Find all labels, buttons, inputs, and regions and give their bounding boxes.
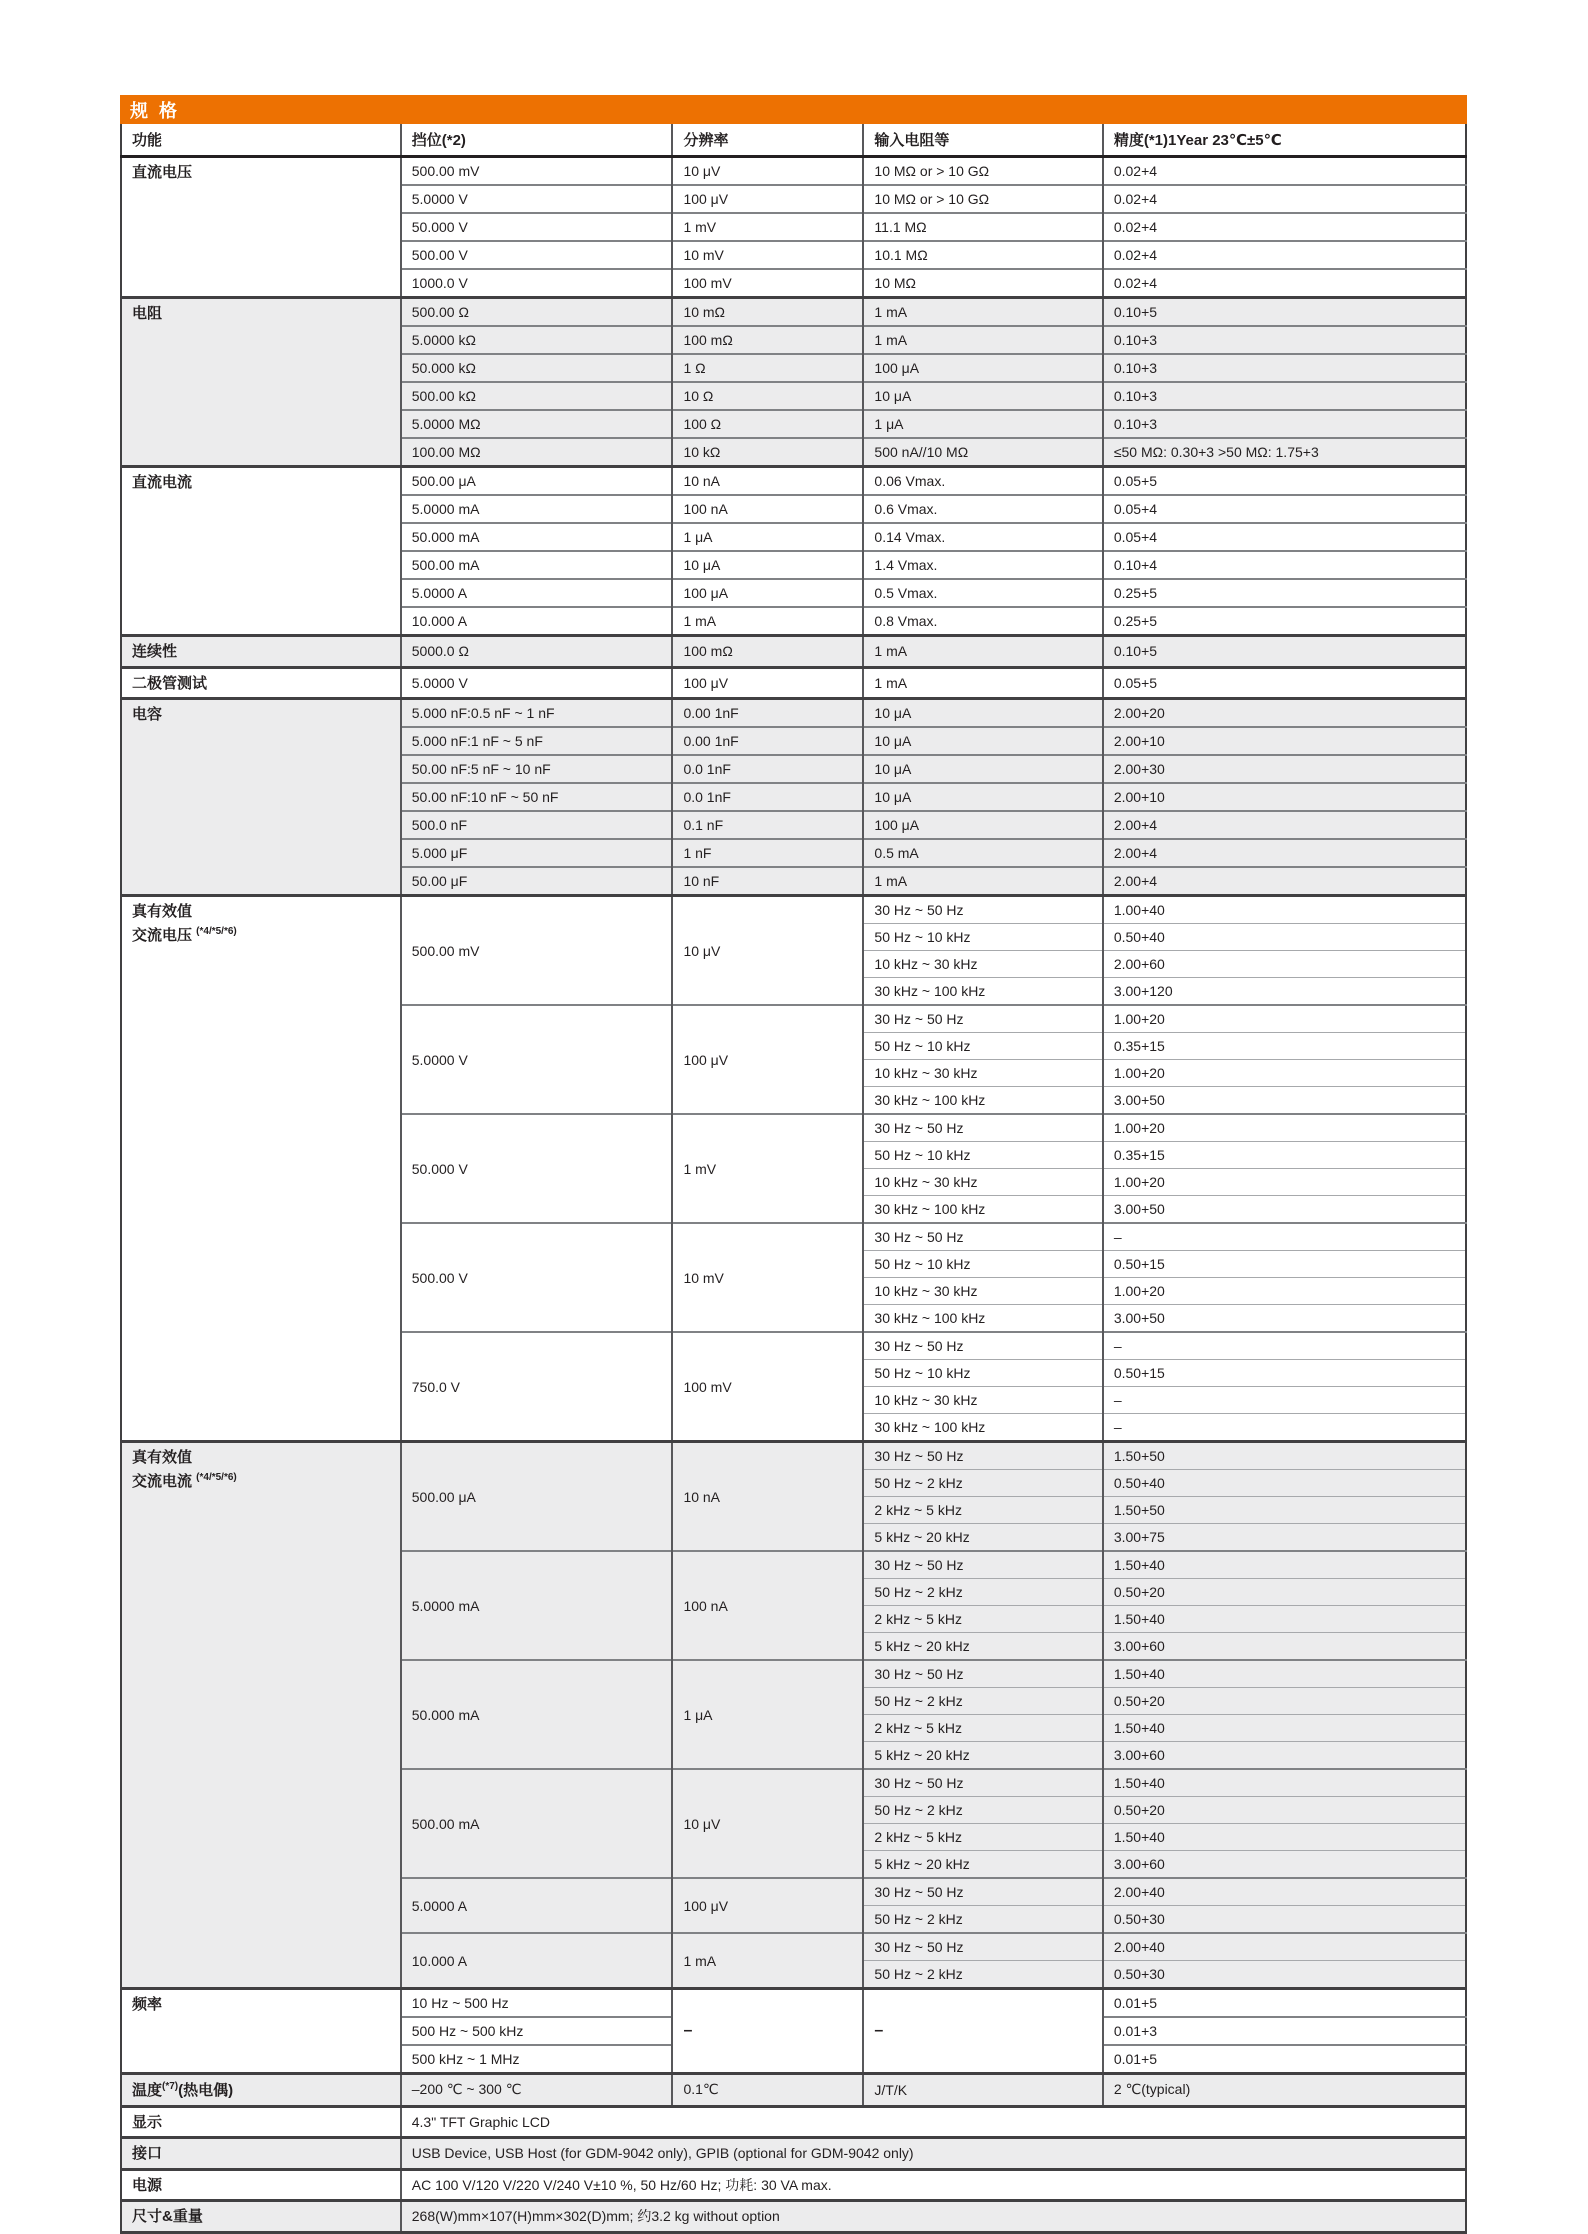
resolution-cell: 100 mΩ: [672, 636, 863, 668]
range-cell: 5.0000 A: [401, 579, 673, 607]
resolution-cell: 100 mΩ: [672, 326, 863, 354]
frequency-band-cell: 5 kHz ~ 20 kHz: [863, 1742, 1102, 1770]
resolution-cell: 10 nA: [672, 467, 863, 496]
input-cell: 0.6 Vmax.: [863, 495, 1102, 523]
frequency-band-cell: 50 Hz ~ 2 kHz: [863, 1797, 1102, 1824]
accuracy-cell: 0.05+4: [1103, 523, 1466, 551]
input-cell: 500 nA//10 MΩ: [863, 438, 1102, 467]
table-row: [121, 1442, 1466, 1470]
accuracy-cell: 0.10+3: [1103, 326, 1466, 354]
range-cell: 5.000 nF:0.5 nF ~ 1 nF: [401, 699, 673, 728]
accuracy-cell: 0.10+5: [1103, 298, 1466, 327]
accuracy-cell: 3.00+75: [1103, 1524, 1466, 1552]
input-cell: J/T/K: [863, 2074, 1102, 2107]
accuracy-cell: 0.50+40: [1103, 924, 1466, 951]
input-cell: 10 MΩ or > 10 GΩ: [863, 185, 1102, 213]
frequency-band-cell: 30 Hz ~ 50 Hz: [863, 1933, 1102, 1961]
section-name: 直流电压: [132, 164, 193, 181]
range-cell: 500.00 mV: [401, 896, 673, 1006]
section-label: [121, 667, 401, 699]
accuracy-cell: ≤50 MΩ: 0.30+3 >50 MΩ: 1.75+3: [1103, 438, 1466, 467]
range-cell: 10 Hz ~ 500 Hz: [401, 1989, 673, 2018]
spec-sheet: [120, 95, 1467, 2234]
frequency-band-cell: 50 Hz ~ 2 kHz: [863, 1961, 1102, 1989]
resolution-cell: 1 mV: [672, 1114, 863, 1223]
col-header-function: 功能: [121, 124, 401, 157]
section-name: 频率: [132, 1996, 163, 2013]
accuracy-cell: 1.50+40: [1103, 1824, 1466, 1851]
range-cell: 50.000 kΩ: [401, 354, 673, 382]
accuracy-cell: 0.25+5: [1103, 579, 1466, 607]
resolution-cell: 1 mA: [672, 1933, 863, 1989]
resolution-cell: 0.00 1nF: [672, 699, 863, 728]
input-cell: 0.5 mA: [863, 839, 1102, 867]
range-cell: 1000.0 V: [401, 269, 673, 298]
info-value-cell: 4.3" TFT Graphic LCD: [401, 2106, 1466, 2138]
accuracy-cell: 2.00+20: [1103, 699, 1466, 728]
section-name: 交流电压: [132, 926, 197, 944]
range-cell: 5.0000 MΩ: [401, 410, 673, 438]
table-row: [121, 896, 1466, 924]
range-cell: 5.0000 V: [401, 185, 673, 213]
frequency-band-cell: 5 kHz ~ 20 kHz: [863, 1524, 1102, 1552]
range-cell: 500.00 kΩ: [401, 382, 673, 410]
range-cell: 5.0000 V: [401, 1005, 673, 1114]
section-name: 电阻: [132, 305, 163, 322]
resolution-cell: 1 mA: [672, 607, 863, 636]
accuracy-cell: 1.50+40: [1103, 1606, 1466, 1633]
col-header-range: 挡位(*2): [401, 124, 673, 157]
accuracy-cell: 3.00+50: [1103, 1087, 1466, 1115]
input-cell: 10 μA: [863, 699, 1102, 728]
range-cell: 5.0000 mA: [401, 495, 673, 523]
table-row: [121, 157, 1466, 186]
section-label: [121, 2169, 401, 2201]
range-cell: 500.00 V: [401, 1223, 673, 1332]
accuracy-cell: 2.00+10: [1103, 783, 1466, 811]
accuracy-cell: 0.25+5: [1103, 607, 1466, 636]
accuracy-cell: 0.50+20: [1103, 1688, 1466, 1715]
input-cell: 10.1 MΩ: [863, 241, 1102, 269]
table-row: [121, 2169, 1466, 2201]
accuracy-cell: 1.50+50: [1103, 1497, 1466, 1524]
range-cell: 500 kHz ~ 1 MHz: [401, 2045, 673, 2074]
range-cell: 5.0000 V: [401, 667, 673, 699]
table-row: [121, 298, 1466, 327]
accuracy-cell: 1.50+40: [1103, 1551, 1466, 1579]
input-cell: 100 μA: [863, 811, 1102, 839]
resolution-cell: 100 Ω: [672, 410, 863, 438]
section-label: [121, 896, 401, 1442]
range-cell: 50.00 nF:10 nF ~ 50 nF: [401, 783, 673, 811]
resolution-cell: 10 mV: [672, 241, 863, 269]
range-cell: 5000.0 Ω: [401, 636, 673, 668]
section-name: 电容: [132, 706, 163, 723]
input-cell: 11.1 MΩ: [863, 213, 1102, 241]
input-cell: 10 μA: [863, 727, 1102, 755]
frequency-band-cell: 30 Hz ~ 50 Hz: [863, 1114, 1102, 1142]
accuracy-cell: 0.10+4: [1103, 551, 1466, 579]
accuracy-cell: 1.00+40: [1103, 896, 1466, 924]
frequency-band-cell: 30 Hz ~ 50 Hz: [863, 1551, 1102, 1579]
section-name: 二极管测试: [132, 674, 208, 692]
resolution-cell: 1 nF: [672, 839, 863, 867]
range-cell: 10.000 A: [401, 1933, 673, 1989]
accuracy-cell: 1.00+20: [1103, 1114, 1466, 1142]
accuracy-cell: 3.00+50: [1103, 1196, 1466, 1224]
frequency-band-cell: 30 Hz ~ 50 Hz: [863, 1878, 1102, 1906]
frequency-band-cell: 2 kHz ~ 5 kHz: [863, 1497, 1102, 1524]
resolution-cell: 10 nF: [672, 867, 863, 896]
accuracy-cell: 3.00+60: [1103, 1742, 1466, 1770]
input-cell: 10 MΩ: [863, 269, 1102, 298]
range-cell: 500.00 Ω: [401, 298, 673, 327]
input-cell: 0.06 Vmax.: [863, 467, 1102, 496]
frequency-band-cell: 30 kHz ~ 100 kHz: [863, 1087, 1102, 1115]
input-cell: 1 mA: [863, 636, 1102, 668]
section-name: (热电偶): [178, 2082, 234, 2099]
info-value-cell: 268(W)mm×107(H)mm×302(D)mm; 约3.2 kg without option: [401, 2201, 1466, 2233]
resolution-cell: 10 μA: [672, 551, 863, 579]
range-cell: 50.000 mA: [401, 1660, 673, 1769]
accuracy-cell: 0.02+4: [1103, 213, 1466, 241]
resolution-cell: 100 μV: [672, 1005, 863, 1114]
accuracy-cell: 2 ℃(typical): [1103, 2074, 1466, 2107]
range-cell: 10.000 A: [401, 607, 673, 636]
table-row: [121, 699, 1466, 728]
accuracy-cell: 0.50+15: [1103, 1251, 1466, 1278]
resolution-cell: 100 μV: [672, 185, 863, 213]
accuracy-cell: 2.00+30: [1103, 755, 1466, 783]
input-cell: –: [863, 1989, 1102, 2074]
range-cell: 100.00 MΩ: [401, 438, 673, 467]
accuracy-cell: 0.50+30: [1103, 1906, 1466, 1934]
input-cell: 1 mA: [863, 667, 1102, 699]
resolution-cell: 100 mV: [672, 269, 863, 298]
resolution-cell: 10 nA: [672, 1442, 863, 1552]
section-note: (*4/*5/*6): [196, 1471, 237, 1483]
accuracy-cell: 1.50+40: [1103, 1660, 1466, 1688]
resolution-cell: 10 μV: [672, 896, 863, 1006]
range-cell: 500.00 mV: [401, 157, 673, 186]
resolution-cell: 1 mV: [672, 213, 863, 241]
frequency-band-cell: 30 Hz ~ 50 Hz: [863, 1442, 1102, 1470]
frequency-band-cell: 30 Hz ~ 50 Hz: [863, 1332, 1102, 1360]
frequency-band-cell: 30 Hz ~ 50 Hz: [863, 1769, 1102, 1797]
resolution-cell: 10 Ω: [672, 382, 863, 410]
accuracy-cell: 1.00+20: [1103, 1278, 1466, 1305]
frequency-band-cell: 2 kHz ~ 5 kHz: [863, 1824, 1102, 1851]
accuracy-cell: 1.50+50: [1103, 1442, 1466, 1470]
section-name: 温度: [132, 2082, 163, 2099]
frequency-band-cell: 50 Hz ~ 2 kHz: [863, 1906, 1102, 1934]
frequency-band-cell: 5 kHz ~ 20 kHz: [863, 1633, 1102, 1661]
section-note: (*7): [162, 2081, 179, 2092]
frequency-band-cell: 10 kHz ~ 30 kHz: [863, 951, 1102, 978]
table-row: [121, 2106, 1466, 2138]
range-cell: 5.000 μF: [401, 839, 673, 867]
input-cell: 1 mA: [863, 298, 1102, 327]
accuracy-cell: 0.50+20: [1103, 1797, 1466, 1824]
section-name: 电源: [132, 2176, 163, 2194]
frequency-band-cell: 10 kHz ~ 30 kHz: [863, 1060, 1102, 1087]
resolution-cell: 1 μA: [672, 1660, 863, 1769]
range-cell: 500 Hz ~ 500 kHz: [401, 2017, 673, 2045]
section-name: 接口: [132, 2145, 163, 2162]
section-name: 真有效值: [132, 1449, 193, 1466]
section-name: 真有效值: [132, 903, 193, 920]
range-cell: 50.000 mA: [401, 523, 673, 551]
range-cell: 5.0000 kΩ: [401, 326, 673, 354]
accuracy-cell: 2.00+60: [1103, 951, 1466, 978]
accuracy-cell: 0.05+5: [1103, 667, 1466, 699]
frequency-band-cell: 5 kHz ~ 20 kHz: [863, 1851, 1102, 1879]
table-row: [121, 2074, 1466, 2107]
accuracy-cell: 2.00+10: [1103, 727, 1466, 755]
resolution-cell: 10 μV: [672, 1769, 863, 1878]
accuracy-cell: 0.02+4: [1103, 241, 1466, 269]
col-header-resolution: 分辨率: [672, 124, 863, 157]
accuracy-cell: 2.00+4: [1103, 867, 1466, 896]
range-cell: 500.00 μA: [401, 467, 673, 496]
resolution-cell: –: [672, 1989, 863, 2074]
resolution-cell: 0.00 1nF: [672, 727, 863, 755]
resolution-cell: 1 Ω: [672, 354, 863, 382]
range-cell: 50.000 V: [401, 1114, 673, 1223]
range-cell: 50.000 V: [401, 213, 673, 241]
col-header-accuracy: 精度(*1)1Year 23℃±5℃: [1103, 124, 1466, 157]
accuracy-cell: –: [1103, 1332, 1466, 1360]
accuracy-cell: 0.50+40: [1103, 1470, 1466, 1497]
resolution-cell: 100 μV: [672, 1878, 863, 1933]
section-label: [121, 699, 401, 896]
frequency-band-cell: 50 Hz ~ 2 kHz: [863, 1688, 1102, 1715]
input-cell: 10 μA: [863, 783, 1102, 811]
section-label: [121, 2201, 401, 2233]
resolution-cell: 0.1 nF: [672, 811, 863, 839]
accuracy-cell: –: [1103, 1414, 1466, 1442]
accuracy-cell: 0.35+15: [1103, 1033, 1466, 1060]
input-cell: 0.8 Vmax.: [863, 607, 1102, 636]
input-cell: 10 μA: [863, 755, 1102, 783]
accuracy-cell: 3.00+50: [1103, 1305, 1466, 1333]
section-label: [121, 636, 401, 668]
frequency-band-cell: 30 Hz ~ 50 Hz: [863, 1660, 1102, 1688]
range-cell: 5.0000 A: [401, 1878, 673, 1933]
input-cell: 1 mA: [863, 326, 1102, 354]
accuracy-cell: 0.35+15: [1103, 1142, 1466, 1169]
accuracy-cell: 2.00+4: [1103, 839, 1466, 867]
accuracy-cell: 0.10+3: [1103, 354, 1466, 382]
resolution-cell: 100 nA: [672, 1551, 863, 1660]
section-name: 连续性: [132, 643, 178, 660]
range-cell: 5.0000 mA: [401, 1551, 673, 1660]
frequency-band-cell: 50 Hz ~ 10 kHz: [863, 1360, 1102, 1387]
section-name: 直流电流: [132, 474, 193, 491]
frequency-band-cell: 50 Hz ~ 10 kHz: [863, 1033, 1102, 1060]
range-cell: 500.00 mA: [401, 551, 673, 579]
accuracy-cell: 0.01+3: [1103, 2017, 1466, 2045]
accuracy-cell: 0.02+4: [1103, 157, 1466, 186]
section-banner: [120, 95, 1467, 124]
table-row: [121, 636, 1466, 668]
accuracy-cell: 1.00+20: [1103, 1060, 1466, 1087]
range-cell: 500.00 mA: [401, 1769, 673, 1878]
frequency-band-cell: 30 kHz ~ 100 kHz: [863, 1414, 1102, 1442]
accuracy-cell: 1.00+20: [1103, 1169, 1466, 1196]
input-cell: 10 μA: [863, 382, 1102, 410]
range-cell: 500.00 μA: [401, 1442, 673, 1552]
frequency-band-cell: 10 kHz ~ 30 kHz: [863, 1169, 1102, 1196]
table-row: [121, 2201, 1466, 2233]
section-name: 显示: [132, 2113, 163, 2131]
resolution-cell: 0.0 1nF: [672, 755, 863, 783]
range-cell: 50.00 nF:5 nF ~ 10 nF: [401, 755, 673, 783]
accuracy-cell: 1.50+40: [1103, 1769, 1466, 1797]
input-cell: 10 MΩ or > 10 GΩ: [863, 157, 1102, 186]
frequency-band-cell: 2 kHz ~ 5 kHz: [863, 1606, 1102, 1633]
col-header-input-resistance: 输入电阻等: [863, 124, 1102, 157]
accuracy-cell: 0.50+30: [1103, 1961, 1466, 1989]
section-note: (*4/*5/*6): [196, 925, 237, 937]
resolution-cell: 100 μV: [672, 667, 863, 699]
section-name: 尺寸&重量: [132, 2208, 203, 2225]
accuracy-cell: 0.50+20: [1103, 1579, 1466, 1606]
resolution-cell: 100 mV: [672, 1332, 863, 1442]
input-cell: 1 mA: [863, 867, 1102, 896]
range-cell: 750.0 V: [401, 1332, 673, 1442]
table-row: [121, 1989, 1466, 2018]
accuracy-cell: –: [1103, 1223, 1466, 1251]
section-label: [121, 2138, 401, 2170]
input-cell: 0.5 Vmax.: [863, 579, 1102, 607]
header-row: [121, 124, 1466, 157]
accuracy-cell: 3.00+60: [1103, 1851, 1466, 1879]
resolution-cell: 10 kΩ: [672, 438, 863, 467]
resolution-cell: 100 nA: [672, 495, 863, 523]
resolution-cell: 10 mΩ: [672, 298, 863, 327]
resolution-cell: 0.0 1nF: [672, 783, 863, 811]
section-label: [121, 298, 401, 467]
accuracy-cell: 0.05+5: [1103, 467, 1466, 496]
info-value-cell: USB Device, USB Host (for GDM-9042 only), GPIB (optional for GDM-9042 only): [401, 2138, 1466, 2170]
section-label: [121, 157, 401, 298]
accuracy-cell: 0.02+4: [1103, 269, 1466, 298]
frequency-band-cell: 10 kHz ~ 30 kHz: [863, 1387, 1102, 1414]
input-cell: 100 μA: [863, 354, 1102, 382]
section-label: [121, 1989, 401, 2074]
table-row: [121, 667, 1466, 699]
input-cell: 1 μA: [863, 410, 1102, 438]
section-label: [121, 467, 401, 636]
range-cell: 5.000 nF:1 nF ~ 5 nF: [401, 727, 673, 755]
frequency-band-cell: 50 Hz ~ 10 kHz: [863, 924, 1102, 951]
frequency-band-cell: 50 Hz ~ 2 kHz: [863, 1579, 1102, 1606]
table-row: [121, 467, 1466, 496]
resolution-cell: 0.1℃: [672, 2074, 863, 2107]
input-cell: 0.14 Vmax.: [863, 523, 1102, 551]
section-label: [121, 2106, 401, 2138]
frequency-band-cell: 30 Hz ~ 50 Hz: [863, 1005, 1102, 1033]
accuracy-cell: 0.10+5: [1103, 636, 1466, 668]
accuracy-cell: 0.05+4: [1103, 495, 1466, 523]
accuracy-cell: 2.00+40: [1103, 1878, 1466, 1906]
frequency-band-cell: 30 kHz ~ 100 kHz: [863, 1196, 1102, 1224]
accuracy-cell: 0.01+5: [1103, 1989, 1466, 2018]
accuracy-cell: 1.00+20: [1103, 1005, 1466, 1033]
section-label: [121, 2074, 401, 2107]
spec-table: [120, 124, 1467, 2234]
accuracy-cell: 0.10+3: [1103, 382, 1466, 410]
accuracy-cell: 0.01+5: [1103, 2045, 1466, 2074]
resolution-cell: 10 μV: [672, 157, 863, 186]
info-value-cell: AC 100 V/120 V/220 V/240 V±10 %, 50 Hz/60 Hz; 功耗: 30 VA max.: [401, 2169, 1466, 2201]
frequency-band-cell: 10 kHz ~ 30 kHz: [863, 1278, 1102, 1305]
section-label: [121, 1442, 401, 1989]
frequency-band-cell: 30 Hz ~ 50 Hz: [863, 896, 1102, 924]
table-row: [121, 2138, 1466, 2170]
frequency-band-cell: 30 kHz ~ 100 kHz: [863, 978, 1102, 1006]
accuracy-cell: 1.50+40: [1103, 1715, 1466, 1742]
accuracy-cell: 2.00+4: [1103, 811, 1466, 839]
frequency-band-cell: 50 Hz ~ 10 kHz: [863, 1251, 1102, 1278]
resolution-cell: 100 μA: [672, 579, 863, 607]
resolution-cell: 10 mV: [672, 1223, 863, 1332]
accuracy-cell: 3.00+60: [1103, 1633, 1466, 1661]
frequency-band-cell: 50 Hz ~ 10 kHz: [863, 1142, 1102, 1169]
frequency-band-cell: 50 Hz ~ 2 kHz: [863, 1470, 1102, 1497]
accuracy-cell: 3.00+120: [1103, 978, 1466, 1006]
frequency-band-cell: 2 kHz ~ 5 kHz: [863, 1715, 1102, 1742]
frequency-band-cell: 30 kHz ~ 100 kHz: [863, 1305, 1102, 1333]
input-cell: 1.4 Vmax.: [863, 551, 1102, 579]
accuracy-cell: 0.50+15: [1103, 1360, 1466, 1387]
accuracy-cell: 2.00+40: [1103, 1933, 1466, 1961]
range-cell: 50.00 μF: [401, 867, 673, 896]
frequency-band-cell: 30 Hz ~ 50 Hz: [863, 1223, 1102, 1251]
accuracy-cell: 0.10+3: [1103, 410, 1466, 438]
resolution-cell: 1 μA: [672, 523, 863, 551]
section-name: 交流电流: [132, 1472, 197, 1490]
accuracy-cell: –: [1103, 1387, 1466, 1414]
range-cell: –200 ℃ ~ 300 ℃: [401, 2074, 673, 2107]
banner-title: 规 格: [130, 100, 181, 121]
range-cell: 500.00 V: [401, 241, 673, 269]
accuracy-cell: 0.02+4: [1103, 185, 1466, 213]
range-cell: 500.0 nF: [401, 811, 673, 839]
